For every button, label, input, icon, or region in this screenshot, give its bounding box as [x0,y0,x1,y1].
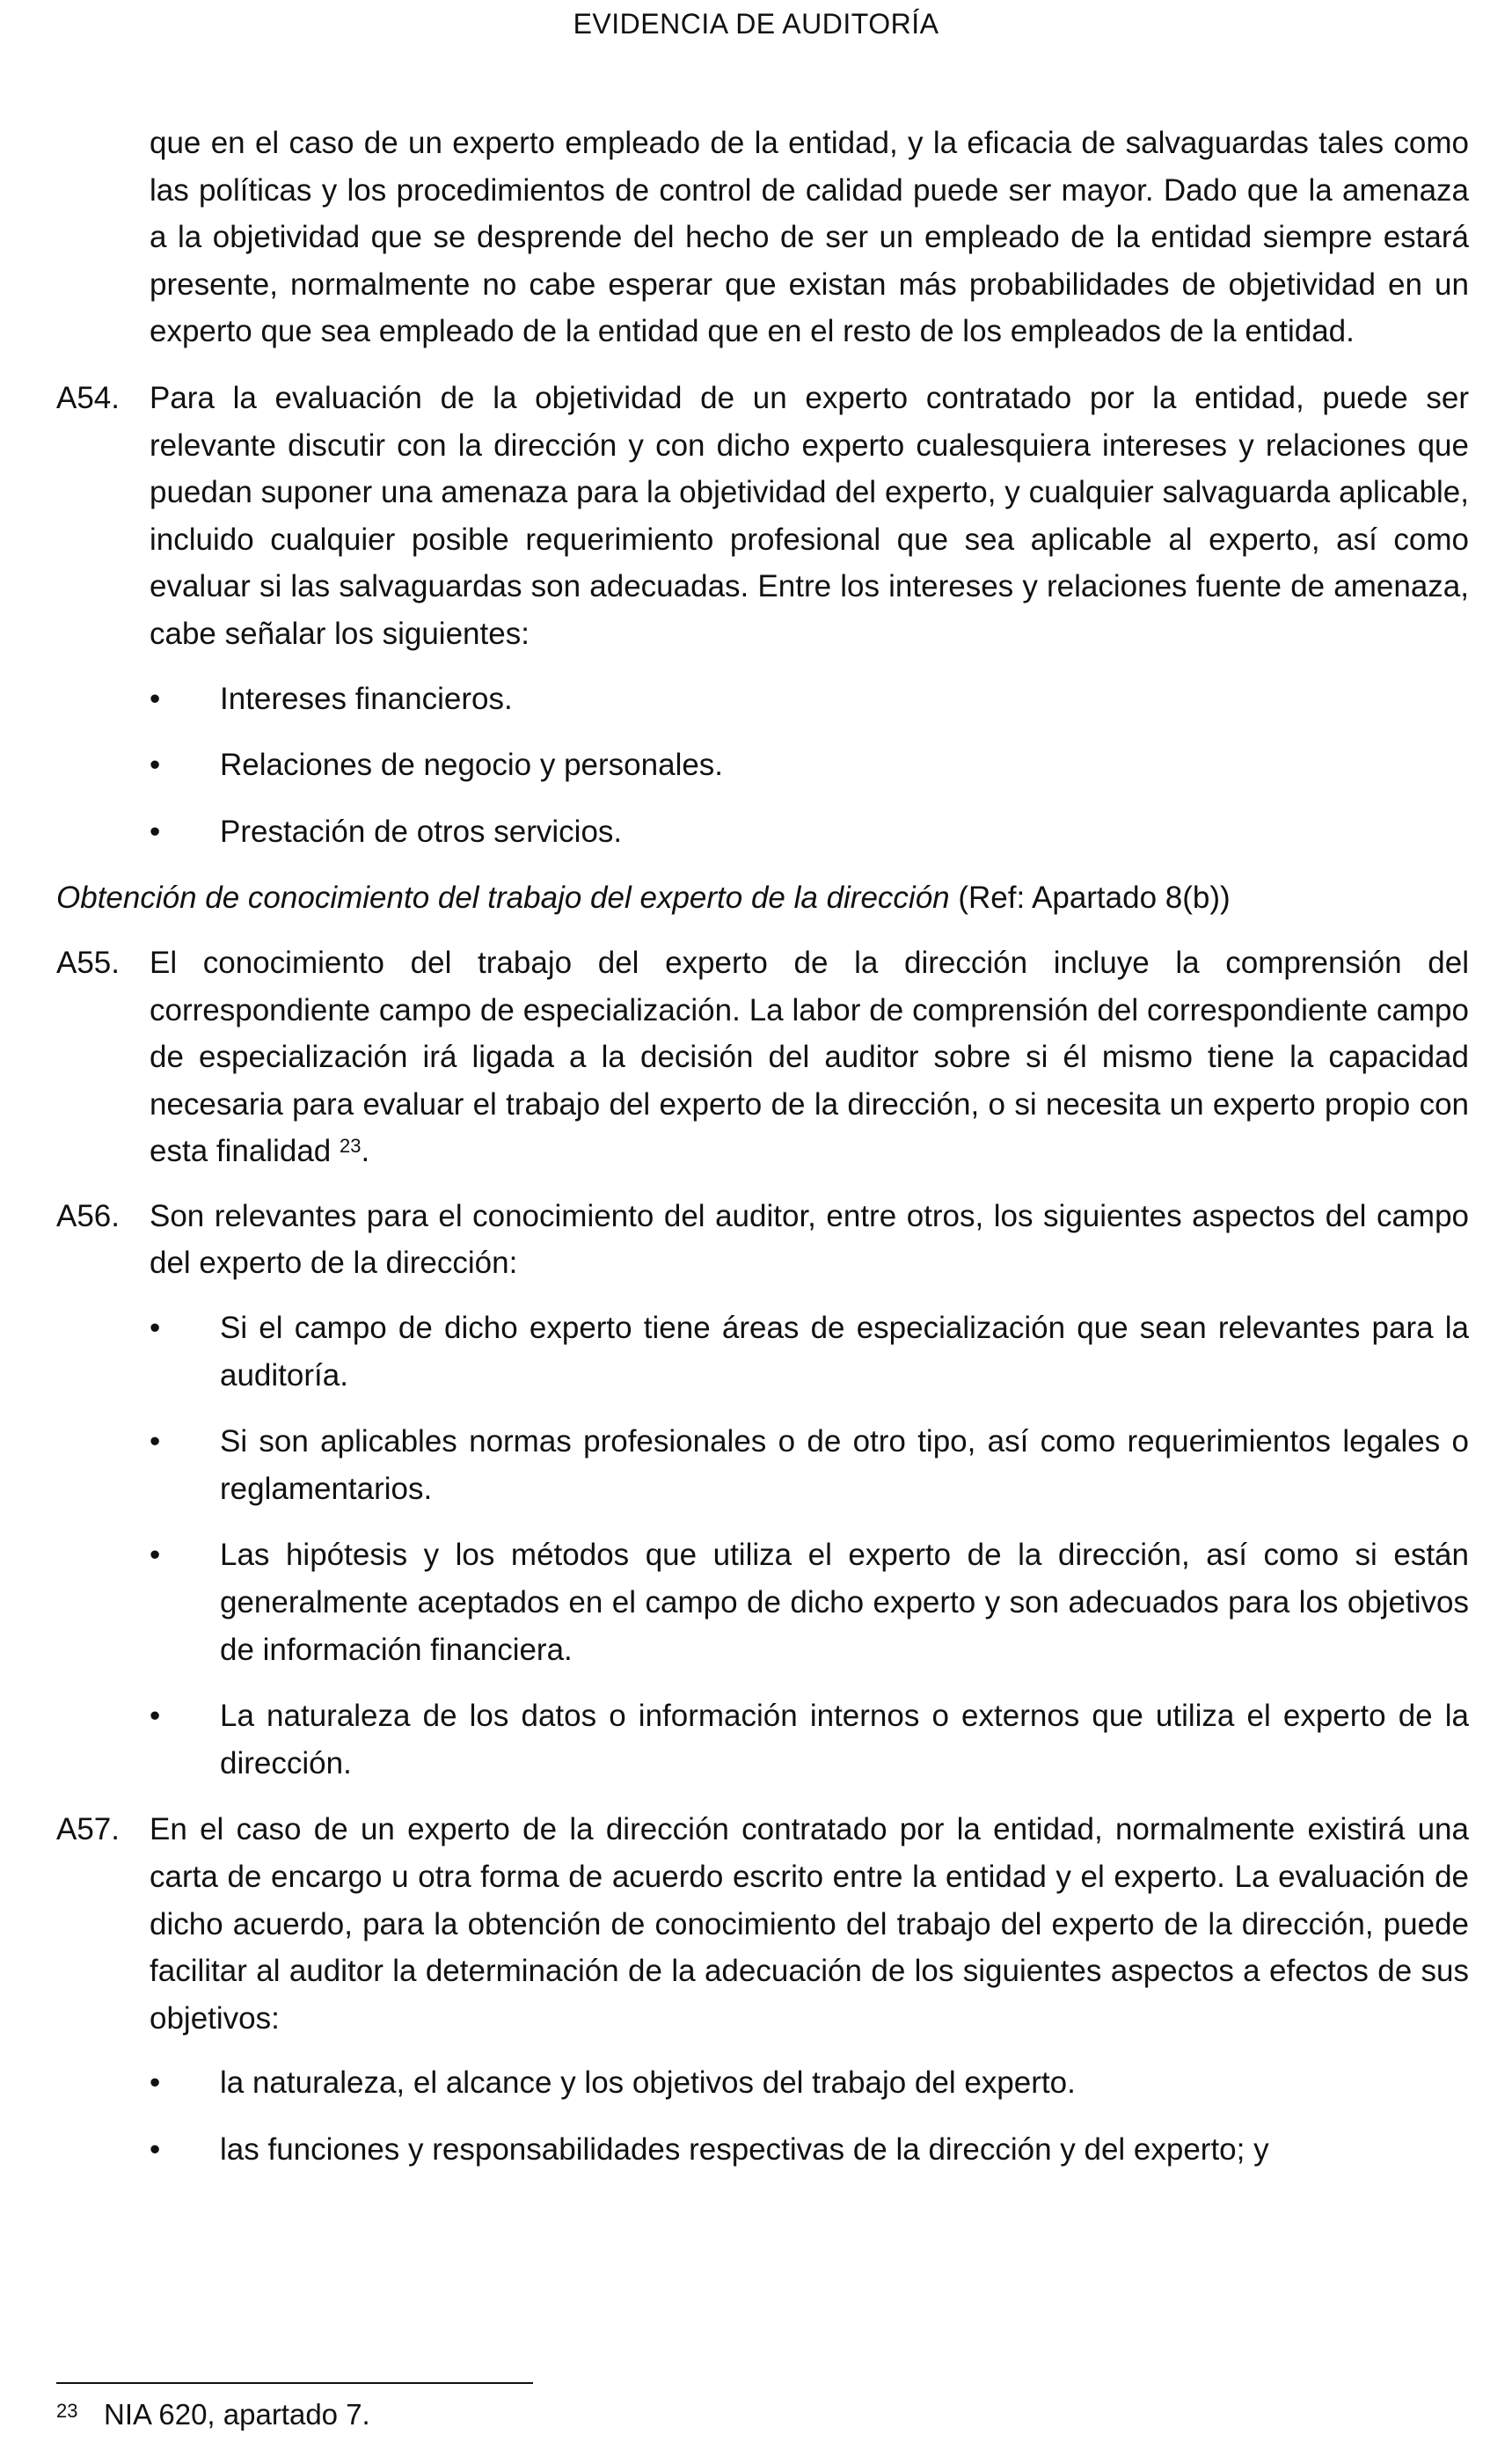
bullet-icon: • [150,814,161,849]
list-item-text: Relaciones de negocio y personales. [220,748,724,783]
paragraph-a54 [56,375,1469,658]
paragraph-text: En el caso de un experto de la dirección contratado por la entidad, normalmente existirá una carta de encargo u otra forma de acuerdo escrito entre la entidad y el experto. La evaluación de dicho acuerdo, para la obtención de conocimiento del trabajo del experto de la dirección, puede facilitar al auditor la determinación de la adecuación de los siguientes aspectos a efectos de sus objetivos: [150,1812,1469,2036]
paragraph-a56 [56,1193,1469,1287]
footnote-text: NIA 620, apartado 7. [104,2398,370,2431]
list-item-text: Intereses financieros. [220,681,513,716]
paragraph-a57 [56,1806,1469,2042]
list-item-text: La naturaleza de los datos o información internos o externos que utiliza el experto de la dirección. [220,1699,1469,1780]
list-item-text: Las hipótesis y los métodos que utiliza el experto de la dirección, así como si están generalmente aceptados en el campo de dicho experto y son adecuados para los objetivos de información financiera. [220,1538,1469,1667]
paragraph-number: A54. [56,380,120,415]
footnote [56,2394,370,2435]
paragraph-text: Son relevantes para el conocimiento del auditor, entre otros, los siguientes aspectos del campo del experto de la dirección: [150,1198,1469,1281]
paragraph-text: El conocimiento del trabajo del experto de la dirección incluye la comprensión del correspondiente campo de especialización. La labor de comprensión del correspondiente campo de especialización irá ligada a la decisión del auditor sobre si él mismo tiene la capacidad necesaria para evaluar el trabajo del experto de la dirección, o si necesita un experto propio con esta finalidad [150,945,1469,1169]
bullet-icon: • [150,1538,161,1573]
bullet-icon: • [150,748,161,783]
list-item [56,2059,1469,2107]
bullet-list-a57 [56,2059,1469,2173]
section-subheading [56,874,1469,922]
list-item-text: las funciones y responsabilidades respectivas de la dirección y del experto; y [220,2131,1269,2167]
list-item [56,742,1469,789]
bullet-icon: • [150,1311,161,1346]
paragraph-text: que en el caso de un experto empleado de la entidad, y la eficacia de salvaguardas tales como las políticas y los procedimientos de control de calidad puede ser mayor. Dado que la amenaza a la objetividad que se desprende del hecho de ser un empleado de la entidad siempre estará presente, normalmente no cabe esperar que existan más probabilidades de objetividad en un experto que sea empleado de la entidad que en el resto de los empleados de la entidad. [150,126,1469,349]
list-item-text: Si el campo de dicho experto tiene áreas de especialización que sean relevantes para la auditoría. [220,1311,1469,1393]
bullet-list-a56 [56,1305,1469,1787]
footnote-divider [56,2382,533,2384]
subheading-title: Obtención de conocimiento del trabajo del experto de la dirección [56,881,950,916]
list-item [56,676,1469,723]
bullet-icon: • [150,1424,161,1459]
list-item-text: Prestación de otros servicios. [220,814,623,849]
bullet-icon: • [150,1699,161,1734]
bullet-icon: • [150,681,161,716]
list-item-text: Si son aplicables normas profesionales o de otro tipo, así como requerimientos legales o reglamentarios. [220,1424,1469,1506]
list-item [56,808,1469,856]
list-item [56,1532,1469,1673]
list-item [56,1305,1469,1399]
list-item [56,1693,1469,1787]
subheading-reference: (Ref: Apartado 8(b)) [949,881,1231,916]
paragraph-continuation [56,120,1469,355]
list-item [56,2126,1469,2174]
footnote-reference[interactable]: 23 [339,1135,362,1158]
paragraph-text: Para la evaluación de la objetividad de un experto contratado por la entidad, puede ser relevante discutir con la dirección y con dicho experto cualesquiera intereses y relaciones que puedan suponer una amenaza para la objetividad del experto, y cualquier salvaguarda aplicable, incluido cualquier posible requerimiento profesional que sea aplicable al experto, así como evaluar si las salvaguardas son adecuadas. Entre los intereses y relaciones fuente de amenaza, cabe señalar los siguientes: [150,380,1469,651]
paragraph-number: A55. [56,945,120,980]
paragraph-number: A56. [56,1198,120,1233]
document-body [56,120,1469,2193]
footnote-number: 23 [56,2400,78,2422]
paragraph-end: . [361,1134,370,1169]
list-item [56,1418,1469,1512]
list-item-text: la naturaleza, el alcance y los objetivos del trabajo del experto. [220,2065,1076,2101]
paragraph-number: A57. [56,1812,120,1847]
bullet-icon: • [150,2065,161,2101]
paragraph-a55 [56,940,1469,1175]
bullet-list-a54 [56,676,1469,856]
page-header: EVIDENCIA DE AUDITORÍA [573,8,939,40]
bullet-icon: • [150,2131,161,2167]
